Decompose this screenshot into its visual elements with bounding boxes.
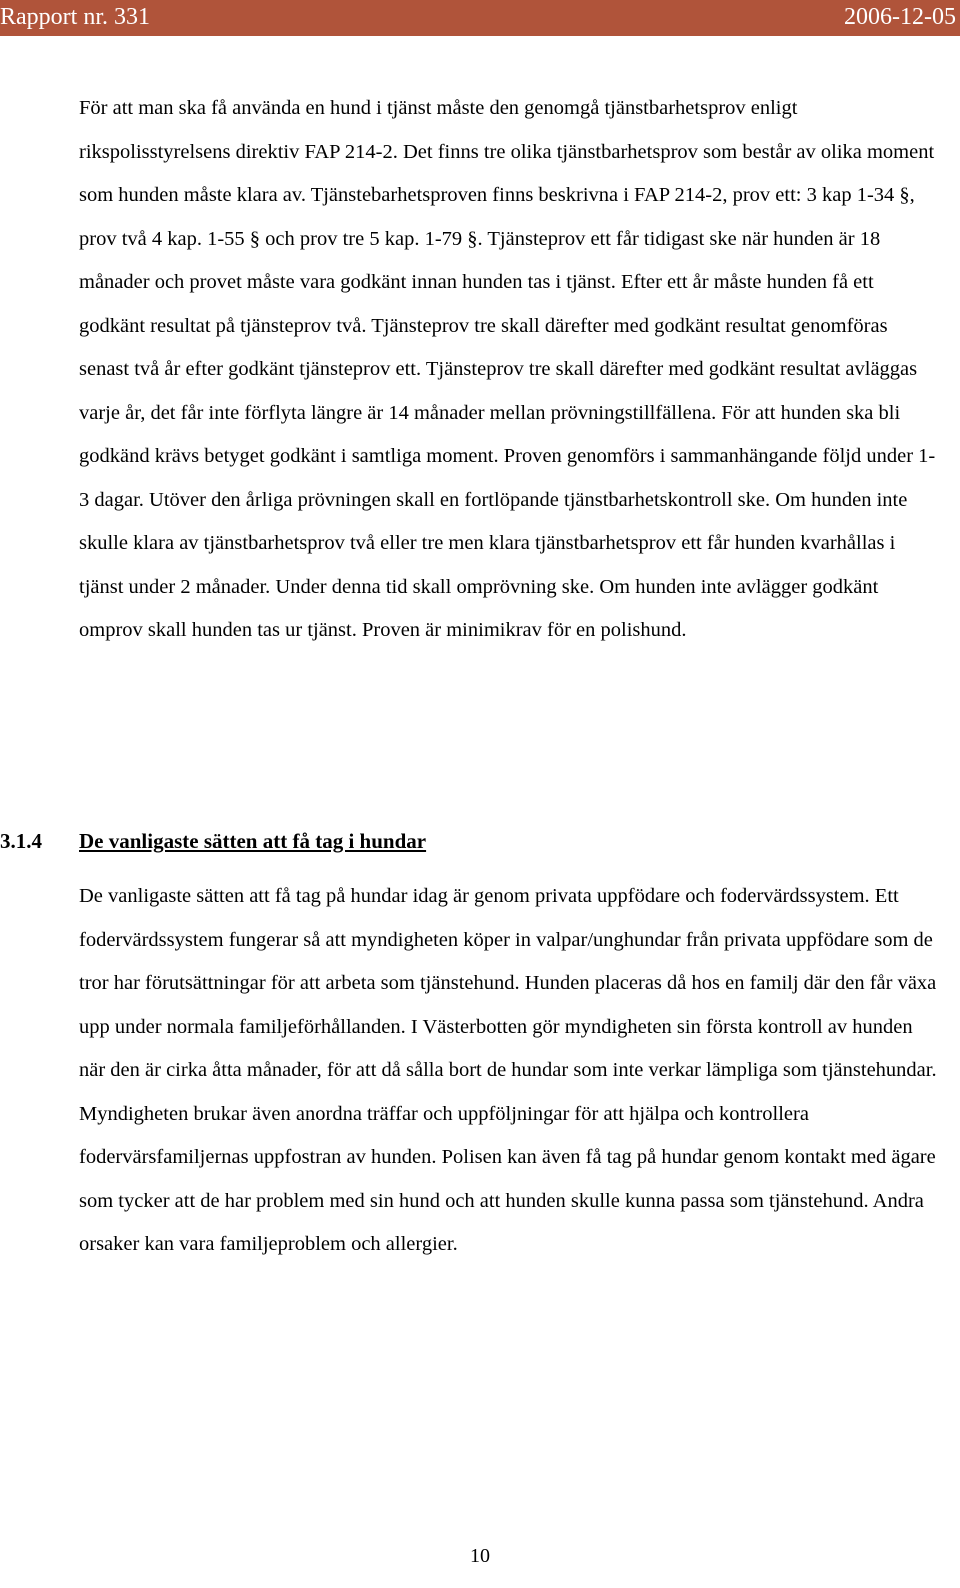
report-date: 2006-12-05 xyxy=(844,4,956,30)
section-title: De vanligaste sätten att få tag i hundar xyxy=(79,829,427,853)
section-number: 3.1.4 xyxy=(0,829,42,853)
page-number: 10 xyxy=(470,1545,490,1567)
report-header xyxy=(0,0,960,36)
body-paragraph-2: De vanligaste sätten att få tag på hundar idag är genom privata uppfödare och fodervärdssystem. Ett fodervärdssystem fungerar så att myndigheten köper in valpar/unghundar från privata uppfödare som de tror har förutsättningar för att arbeta som tjänstehund. Hunden placeras då hos en familj där den får växa upp under normala familjeförhållanden. I Västerbotten gör myndigheten sin första kontroll av hunden när den är cirka åtta månader, för att då sålla bort de hundar som inte verkar lämpliga som tjänstehundar. Myndigheten brukar även anordna träffar och uppföljningar för att hjälpa och kontrollera fodervärsfamiljernas uppfostran av hunden. Polisen kan även få tag på hundar genom kontakt med ägare som tycker att de har problem med sin hund och att hunden skulle kunna passa som tjänstehund. Andra orsaker kan vara familjeproblem och allergier. xyxy=(79,885,937,1255)
body-paragraph-1: För att man ska få använda en hund i tjänst måste den genomgå tjänstbarhetsprov enligt rikspolisstyrelsens direktiv FAP 214-2. Det finns tre olika tjänstbarhetsprov som består av olika moment som hunden måste klara av. Tjänstebarhetsproven finns beskrivna i FAP 214-2, prov ett: 3 kap 1-34 §, prov två 4 kap. 1-55 § och prov tre 5 kap. 1-79 §. Tjänsteprov ett får tidigast ske när hunden är 18 månader och provet måste vara godkänt innan hunden tas i tjänst. Efter ett år måste hunden få ett godkänt resultat på tjänsteprov två. Tjänsteprov tre skall därefter med godkänt resultat genomföras senast två år efter godkänt tjänsteprov ett. Tjänsteprov tre skall därefter med godkänt resultat avläggas varje år, det får inte förflyta längre är 14 månader mellan prövningstillfällena. För att hunden ska bli godkänd krävs betyget godkänt i samtliga moment. Proven genomförs i sammanhängande följd under 1-3 dagar. Utöver den årliga prövningen skall en fortlöpande tjänstbarhetskontroll ske. Om hunden inte skulle klara av tjänstbarhetsprov två eller tre men klara tjänstbarhetsprov ett får hunden kvarhållas i tjänst under 2 månader. Under denna tid skall omprövning ske. Om hunden inte avlägger godkänt omprov skall hunden tas ur tjänst. Proven är minimikrav för en polishund. xyxy=(79,97,936,641)
report-number: Rapport nr. 331 xyxy=(0,4,150,30)
